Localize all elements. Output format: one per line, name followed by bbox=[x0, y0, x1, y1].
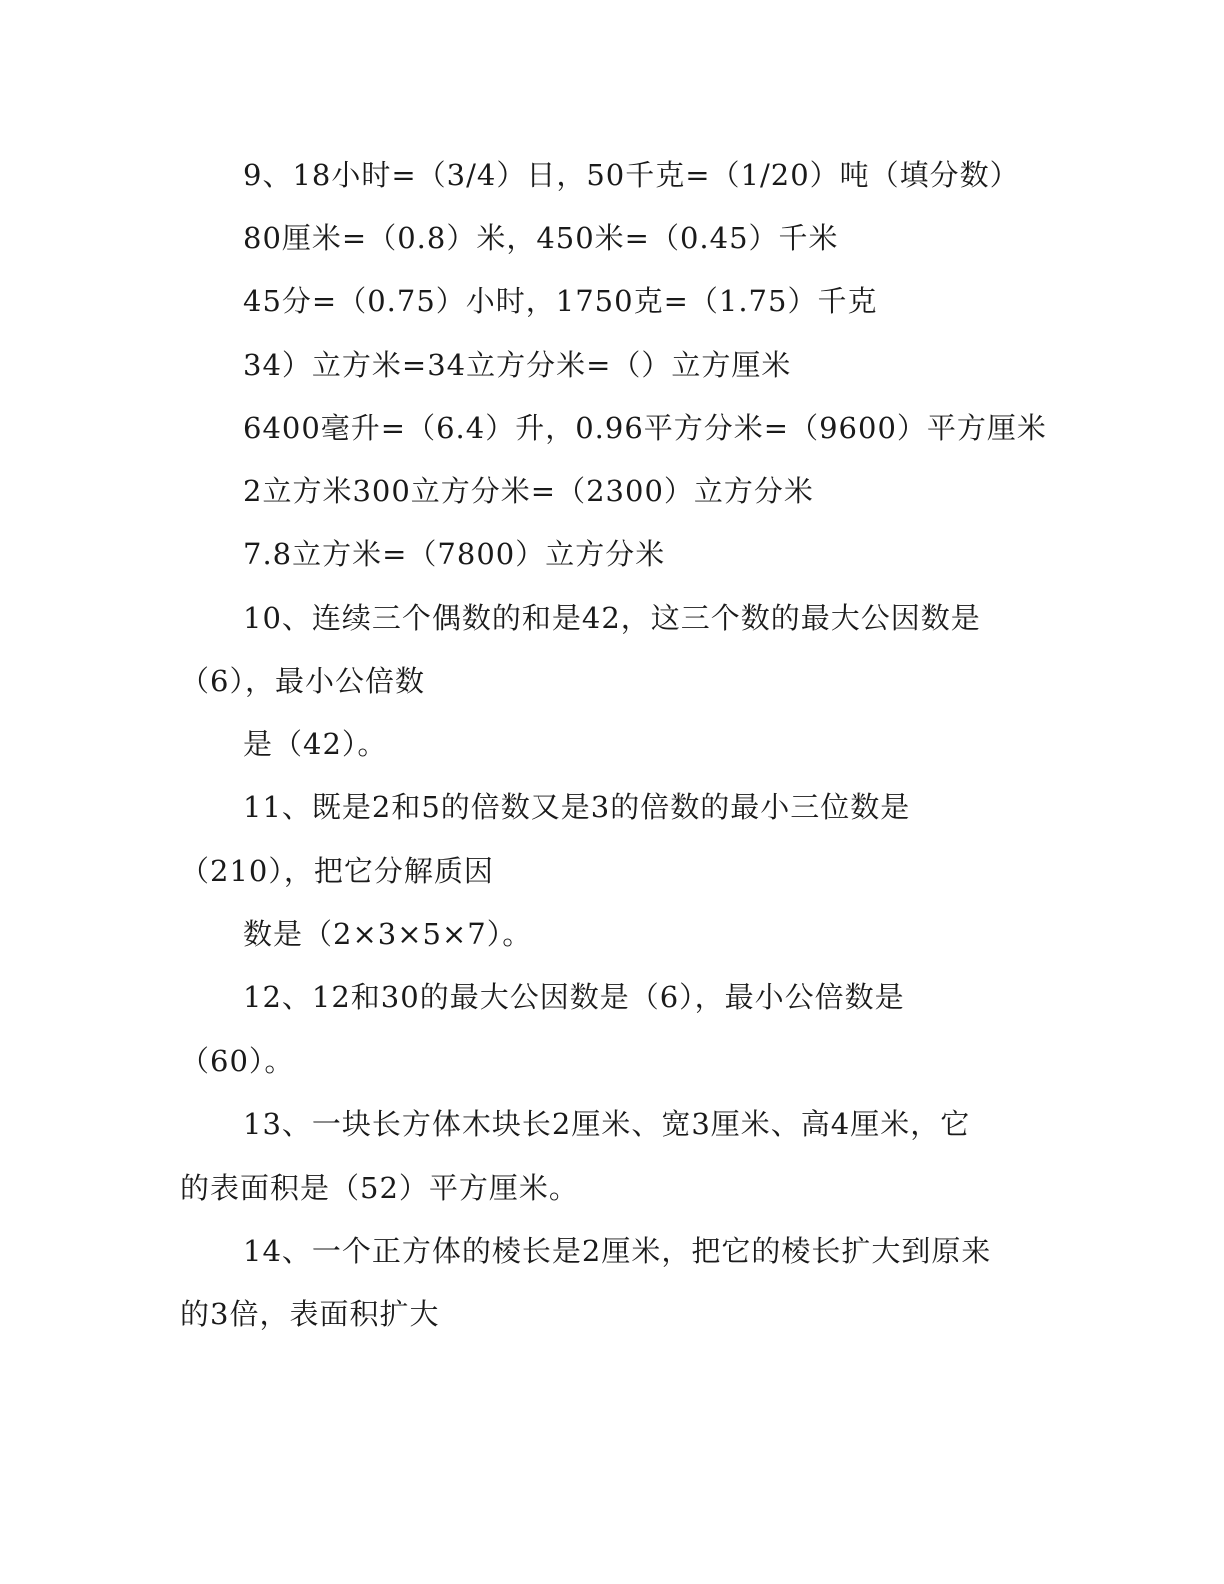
text-line-q10-answer: 是（42）。 bbox=[243, 727, 388, 761]
text-line-q10-cont: （6），最小公倍数 bbox=[180, 664, 425, 698]
text-line-q9-length: 80厘米=（0.8）米，450米=（0.45）千米 bbox=[243, 221, 839, 255]
text-line-q13-cont: 的表面积是（52）平方厘米。 bbox=[180, 1171, 579, 1205]
text-line-q9-capacity-area: 6400毫升=（6.4）升，0.96平方分米=（9600）平方厘米 bbox=[243, 411, 1047, 445]
text-line-q10: 10、连续三个偶数的和是42，这三个数的最大公因数是 bbox=[243, 601, 981, 635]
text-line-q12: 12、12和30的最大公因数是（6），最小公倍数是 bbox=[243, 980, 905, 1014]
text-line-q11: 11、既是2和5的倍数又是3的倍数的最小三位数是 bbox=[243, 790, 911, 824]
text-line-q9-hour-gram: 45分=（0.75）小时，1750克=（1.75）千克 bbox=[243, 284, 878, 318]
text-line-q14-cont: 的3倍，表面积扩大 bbox=[180, 1297, 440, 1331]
text-line-q9-cubic: 2立方米300立方分米=（2300）立方分米 bbox=[243, 474, 814, 508]
text-line-q9-volume: 34）立方米=34立方分米=（）立方厘米 bbox=[243, 348, 792, 382]
text-line-q9-time: 9、18小时=（3/4）日，50千克=（1/20）吨（填分数） bbox=[243, 158, 1020, 192]
text-line-q9-cubic-decimal: 7.8立方米=（7800）立方分米 bbox=[243, 537, 666, 571]
text-line-q14: 14、一个正方体的棱长是2厘米，把它的棱长扩大到原来 bbox=[243, 1234, 992, 1268]
text-line-q11-cont: （210），把它分解质因 bbox=[180, 854, 494, 888]
text-line-q13: 13、一块长方体木块长2厘米、宽3厘米、高4厘米，它 bbox=[243, 1107, 971, 1141]
text-line-q12-cont: （60）。 bbox=[180, 1044, 295, 1078]
text-line-q11-answer: 数是（2×3×5×7）。 bbox=[243, 917, 533, 951]
